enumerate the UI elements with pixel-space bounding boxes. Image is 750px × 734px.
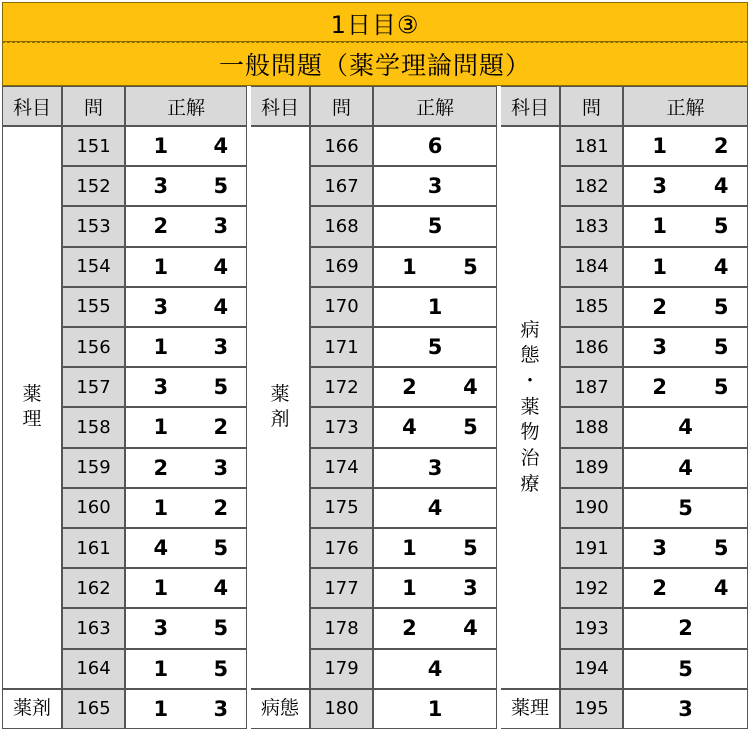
question-number: 167: [310, 166, 373, 206]
answer-cell: [125, 247, 247, 287]
answer-value: 5: [713, 375, 729, 400]
question-number: 174: [310, 448, 373, 488]
answer-cell: [125, 568, 247, 608]
answer-value: 3: [153, 375, 169, 400]
answer-cell: [373, 488, 497, 528]
answer-cell: [125, 367, 247, 407]
answer-value: 3: [153, 616, 169, 641]
answer-cell: [373, 166, 497, 206]
question-number: 194: [560, 649, 623, 689]
answer-value: 5: [713, 335, 729, 360]
answer-cell: [623, 528, 748, 568]
question-number: 156: [62, 327, 125, 367]
answer-value: 2: [678, 616, 693, 641]
question-number: 195: [560, 689, 623, 729]
question-number: 191: [560, 528, 623, 568]
question-number: 182: [560, 166, 623, 206]
subject-char: ・: [520, 369, 540, 392]
answer-cell: [623, 488, 748, 528]
answer-value: 4: [213, 254, 229, 279]
subject-char: 理: [22, 408, 42, 431]
answer-value: 1: [402, 576, 417, 601]
column-header-answer: 正解: [125, 86, 247, 126]
question-number: 181: [560, 126, 623, 166]
question-number: 178: [310, 608, 373, 648]
answer-value: 1: [652, 134, 667, 159]
answer-value: 3: [213, 455, 229, 480]
answer-value: 4: [463, 616, 478, 641]
answer-value: 5: [678, 656, 693, 681]
question-number: 163: [62, 608, 125, 648]
answer-value: 3: [678, 696, 693, 721]
column-header-answer: 正解: [373, 86, 497, 126]
subject-cell: [250, 126, 310, 689]
answer-cell: [373, 206, 497, 246]
answer-value: 5: [213, 616, 229, 641]
answer-value: 4: [213, 134, 229, 159]
subject-cell: [500, 126, 560, 689]
block-separator: [498, 86, 501, 734]
answer-value: 2: [713, 134, 729, 159]
subject-char: 治: [520, 446, 540, 469]
answer-value: 1: [652, 254, 667, 279]
column-header-subject: 科目: [500, 86, 560, 126]
answer-value: 3: [213, 696, 229, 721]
answer-value: 1: [427, 696, 443, 721]
answer-cell: [125, 206, 247, 246]
answer-cell: [373, 649, 497, 689]
page-title: 1日目③: [2, 2, 748, 42]
question-number: 171: [310, 327, 373, 367]
subject-char: 物: [520, 421, 540, 444]
question-number: 152: [62, 166, 125, 206]
subject-char: 薬: [520, 395, 540, 418]
answer-cell: [373, 689, 497, 729]
answer-value: 5: [463, 254, 478, 279]
answer-value: 1: [652, 214, 667, 239]
question-number: 188: [560, 407, 623, 447]
answer-value: 4: [153, 536, 169, 561]
subject-cell: 病態: [250, 689, 310, 729]
answer-value: 5: [713, 294, 729, 319]
answer-cell: [623, 608, 748, 648]
answer-cell: [125, 608, 247, 648]
answer-value: 2: [213, 415, 229, 440]
question-number: 190: [560, 488, 623, 528]
answer-value: 2: [153, 455, 169, 480]
question-number: 172: [310, 367, 373, 407]
question-number: 179: [310, 649, 373, 689]
answer-value: 4: [427, 656, 443, 681]
answer-cell: [623, 287, 748, 327]
subject-char: 療: [520, 472, 540, 495]
answer-value: 1: [153, 495, 169, 520]
answer-value: 2: [402, 375, 417, 400]
answer-value: 1: [427, 294, 443, 319]
answer-value: 4: [213, 294, 229, 319]
answer-value: 3: [427, 455, 443, 480]
answer-value: 4: [713, 576, 729, 601]
answer-cell: [373, 367, 497, 407]
answer-cell: [623, 367, 748, 407]
answer-value: 3: [652, 536, 667, 561]
question-number: 189: [560, 448, 623, 488]
question-number: 183: [560, 206, 623, 246]
answer-cell: [373, 287, 497, 327]
answer-value: 5: [463, 536, 478, 561]
answer-cell: [125, 649, 247, 689]
answer-cell: [623, 568, 748, 608]
question-number: 170: [310, 287, 373, 327]
answer-value: 5: [678, 495, 693, 520]
question-number: 161: [62, 528, 125, 568]
column-header-question: 問: [560, 86, 623, 126]
question-number: 160: [62, 488, 125, 528]
column-header-subject: 科目: [250, 86, 310, 126]
answer-value: 4: [402, 415, 417, 440]
answer-value: 1: [153, 696, 169, 721]
column-header-subject: 科目: [2, 86, 62, 126]
question-number: 164: [62, 649, 125, 689]
answer-value: 1: [153, 254, 169, 279]
subject-char: 薬: [270, 382, 290, 405]
answer-value: 2: [402, 616, 417, 641]
question-number: 177: [310, 568, 373, 608]
answer-value: 1: [153, 335, 169, 360]
answer-value: 1: [153, 656, 169, 681]
subject-cell: 薬理: [500, 689, 560, 729]
question-number: 158: [62, 407, 125, 447]
question-number: 176: [310, 528, 373, 568]
answer-value: 2: [652, 375, 667, 400]
answer-cell: [623, 649, 748, 689]
subject-char: 病: [520, 318, 540, 341]
answer-cell: [373, 126, 497, 166]
question-number: 166: [310, 126, 373, 166]
answer-cell: [623, 689, 748, 729]
block-separator: [248, 86, 251, 734]
answer-value: 5: [427, 214, 443, 239]
answer-cell: [623, 448, 748, 488]
question-number: 162: [62, 568, 125, 608]
subject-char: 薬: [22, 382, 42, 405]
answer-value: 4: [678, 455, 693, 480]
answer-cell: [125, 287, 247, 327]
answer-cell: [373, 448, 497, 488]
question-number: 184: [560, 247, 623, 287]
answer-cell: [125, 407, 247, 447]
question-number: 192: [560, 568, 623, 608]
answer-value: 1: [153, 134, 169, 159]
answer-value: 1: [402, 536, 417, 561]
column-header-answer: 正解: [623, 86, 748, 126]
answer-value: 2: [213, 495, 229, 520]
question-number: 180: [310, 689, 373, 729]
answer-value: 4: [713, 174, 729, 199]
answer-value: 3: [652, 174, 667, 199]
question-number: 153: [62, 206, 125, 246]
answer-value: 3: [153, 294, 169, 319]
answer-value: 1: [402, 254, 417, 279]
answer-cell: [623, 206, 748, 246]
answer-cell: [373, 528, 497, 568]
answer-cell: [125, 448, 247, 488]
question-number: 169: [310, 247, 373, 287]
answer-value: 3: [427, 174, 443, 199]
answer-value: 3: [213, 214, 229, 239]
answer-cell: [373, 327, 497, 367]
answer-value: 3: [213, 335, 229, 360]
answer-cell: [125, 488, 247, 528]
question-number: 185: [560, 287, 623, 327]
question-number: 157: [62, 367, 125, 407]
answer-value: 5: [213, 174, 229, 199]
answer-value: 5: [463, 415, 478, 440]
answer-cell: [373, 568, 497, 608]
answer-value: 5: [713, 536, 729, 561]
answer-value: 2: [153, 214, 169, 239]
question-number: 193: [560, 608, 623, 648]
answer-value: 2: [652, 576, 667, 601]
question-number: 173: [310, 407, 373, 447]
answer-cell: [373, 407, 497, 447]
answer-value: 5: [213, 536, 229, 561]
answer-value: 1: [153, 576, 169, 601]
answer-value: 4: [713, 254, 729, 279]
answer-value: 4: [678, 415, 693, 440]
answer-cell: [125, 327, 247, 367]
answer-cell: [623, 166, 748, 206]
answer-cell: [125, 166, 247, 206]
subject-cell: 薬剤: [2, 689, 62, 729]
answer-value: 4: [213, 576, 229, 601]
answer-value: 2: [652, 294, 667, 319]
answer-cell: [623, 327, 748, 367]
answer-cell: [623, 247, 748, 287]
question-number: 186: [560, 327, 623, 367]
subject-char: 態: [520, 344, 540, 367]
question-number: 154: [62, 247, 125, 287]
question-number: 155: [62, 287, 125, 327]
page-subtitle: 一般問題（薬学理論問題）: [2, 42, 748, 86]
answer-value: 6: [427, 134, 443, 159]
column-header-question: 問: [310, 86, 373, 126]
column-header-question: 問: [62, 86, 125, 126]
answer-value: 1: [153, 415, 169, 440]
answer-cell: [623, 126, 748, 166]
answer-value: 3: [652, 335, 667, 360]
question-number: 159: [62, 448, 125, 488]
question-number: 168: [310, 206, 373, 246]
question-number: 175: [310, 488, 373, 528]
answer-value: 3: [463, 576, 478, 601]
answer-value: 3: [153, 174, 169, 199]
subject-char: 剤: [270, 408, 290, 431]
question-number: 151: [62, 126, 125, 166]
answer-cell: [373, 247, 497, 287]
question-number: 187: [560, 367, 623, 407]
answer-value: 4: [463, 375, 478, 400]
answer-value: 4: [427, 495, 443, 520]
answer-cell: [373, 608, 497, 648]
subject-cell: [2, 126, 62, 689]
answer-value: 5: [427, 335, 443, 360]
answer-cell: [125, 528, 247, 568]
answer-value: 5: [213, 656, 229, 681]
answer-value: 5: [213, 375, 229, 400]
answer-value: 5: [713, 214, 729, 239]
question-number: 165: [62, 689, 125, 729]
answer-cell: [125, 126, 247, 166]
answer-cell: [623, 407, 748, 447]
answer-cell: [125, 689, 247, 729]
